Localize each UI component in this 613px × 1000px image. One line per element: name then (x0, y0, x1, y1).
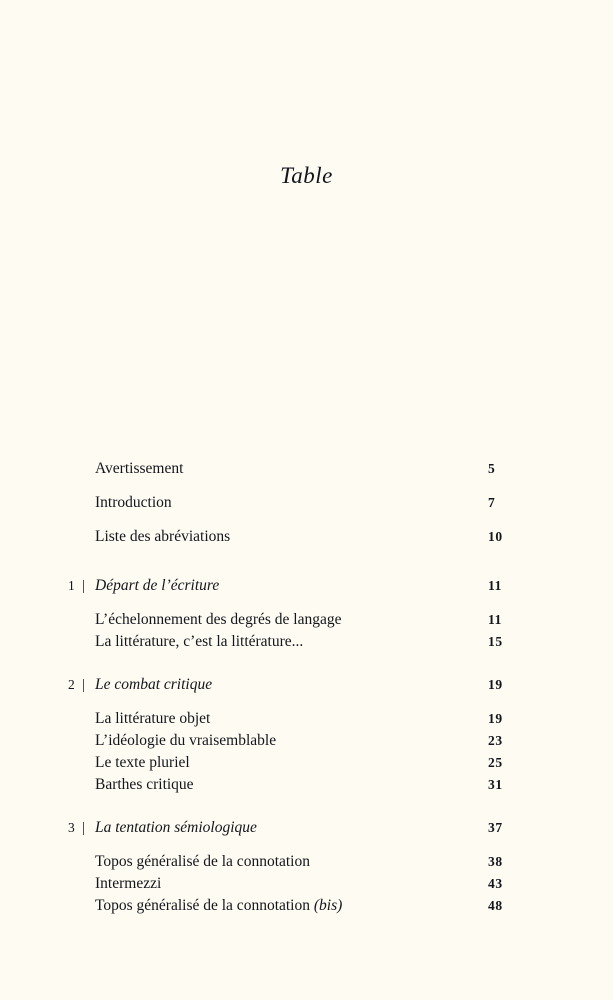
toc-entry-label-main: Topos généralisé de la connotation (95, 897, 314, 914)
toc-entry-page-number: 7 (488, 495, 496, 510)
toc-entry-front-matter[interactable] (0, 452, 613, 486)
toc-entry-front-matter[interactable] (0, 520, 613, 554)
chapter-page-number: 11 (488, 578, 502, 593)
toc-section-entry[interactable] (0, 774, 613, 796)
spacer (0, 839, 613, 851)
chapter-separator-icon: | (82, 820, 86, 836)
spacer (0, 597, 613, 609)
toc-entry-page-number: 25 (488, 755, 503, 770)
spacer (0, 796, 613, 817)
toc-entry-page-number: 5 (488, 461, 496, 476)
toc-entry-label-suffix: (bis) (313, 897, 343, 914)
toc-entry-label: Liste des abréviations (95, 528, 231, 545)
toc-section-entry[interactable] (0, 851, 613, 873)
toc-entry-label: L’idéologie du vraisemblable (95, 732, 277, 749)
toc-chapter-heading-1[interactable] (0, 575, 613, 597)
toc-entry-page-number: 15 (488, 634, 503, 649)
toc-entry-page-number: 10 (488, 529, 503, 544)
toc-section-entry[interactable] (0, 631, 613, 653)
toc-entry-page-number: 38 (488, 854, 503, 869)
toc-entry-label: Avertissement (95, 460, 184, 477)
toc-entry-label: L’échelonnement des degrés de langage (95, 611, 342, 628)
chapter-page-number: 37 (488, 820, 503, 835)
toc-entry-label: La littérature objet (95, 710, 211, 727)
toc-chapter-heading-3[interactable] (0, 817, 613, 839)
toc-entry-label: Barthes critique (95, 776, 194, 793)
toc-entry-label: Topos généralisé de la connotation (95, 853, 310, 870)
chapter-number: 1 (68, 578, 76, 593)
toc-entry-label: Introduction (95, 494, 172, 511)
chapter-number: 3 (68, 820, 76, 835)
toc-entry-page-number: 43 (488, 876, 503, 891)
spacer (0, 554, 613, 575)
toc-entry-page-number: 48 (488, 898, 503, 913)
toc-section-entry[interactable] (0, 730, 613, 752)
chapter-title: Départ de l’écriture (95, 577, 220, 594)
toc-entry-page-number: 23 (488, 733, 503, 748)
toc-section-entry[interactable] (0, 708, 613, 730)
table-of-contents (0, 452, 613, 917)
chapter-title: La tentation sémiologique (95, 819, 257, 836)
toc-entry-page-number: 31 (488, 777, 503, 792)
toc-section-entry[interactable] (0, 752, 613, 774)
toc-entry-page-number: 19 (488, 711, 503, 726)
toc-entry-label: La littérature, c’est la littérature... (95, 633, 304, 650)
toc-entry-label (95, 895, 342, 917)
chapter-separator-icon: | (82, 578, 86, 594)
page-title: Table (280, 163, 333, 188)
chapter-separator-icon: | (82, 677, 86, 693)
spacer (0, 696, 613, 708)
toc-entry-label: Le texte pluriel (95, 754, 190, 771)
toc-section-entry[interactable] (0, 609, 613, 631)
toc-entry-front-matter[interactable] (0, 486, 613, 520)
toc-chapter-heading-2[interactable] (0, 674, 613, 696)
toc-entry-label: Intermezzi (95, 875, 162, 892)
chapter-title: Le combat critique (95, 676, 213, 693)
toc-section-entry[interactable] (0, 895, 613, 917)
toc-section-entry[interactable] (0, 873, 613, 895)
toc-entry-page-number: 11 (488, 612, 502, 627)
chapter-number: 2 (68, 677, 76, 692)
chapter-page-number: 19 (488, 677, 503, 692)
spacer (0, 653, 613, 674)
